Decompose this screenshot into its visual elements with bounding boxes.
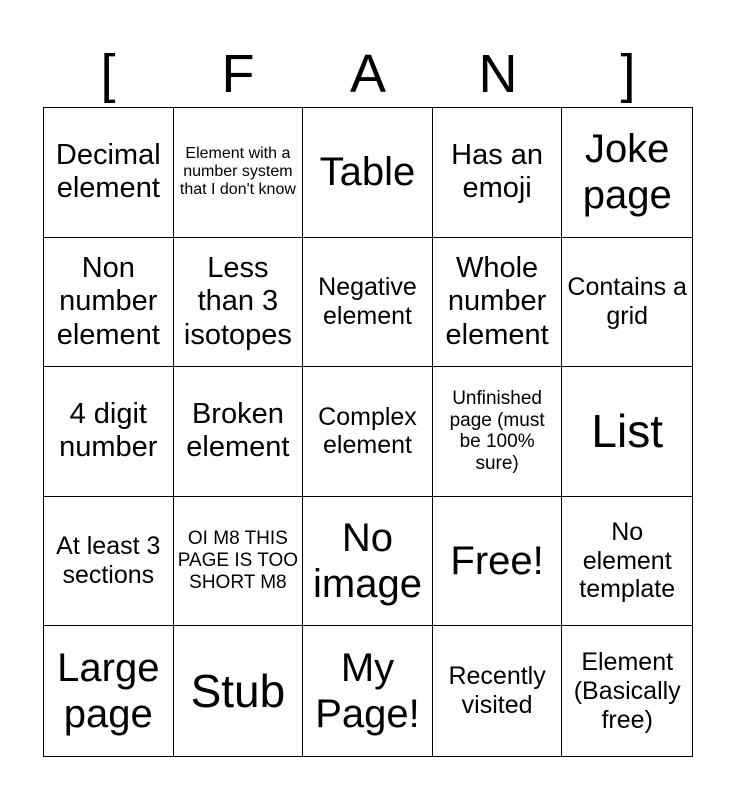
bingo-cell-label: Contains a grid [567,273,687,330]
bingo-cell-broken-element[interactable] [174,367,304,497]
bingo-cell-table[interactable] [303,108,433,238]
bingo-cell-label: Large page [57,646,160,737]
bingo-cell-complex-element[interactable] [303,367,433,497]
bingo-cell-has-an-emoji[interactable] [433,108,563,238]
bingo-cell-label: My Page! [315,646,420,737]
bingo-cell-label: Broken element [186,398,290,464]
bingo-cell-my-page[interactable] [303,626,433,756]
bingo-cell-label: Has an emoji [451,138,544,205]
bingo-cell-label: Decimal element [55,138,161,205]
bingo-cell-label: List [591,405,663,458]
bingo-cell-label: At least 3 sections [56,532,161,590]
bingo-cell-label: Unfinished page (must be 100% sure) [449,387,545,475]
header-letter-3: A [349,44,387,104]
bingo-cell-free[interactable] [433,497,563,627]
bingo-cell-no-element-template[interactable] [562,497,692,627]
bingo-cell-label: Table [319,150,416,195]
bingo-cell-page-too-short[interactable] [174,497,304,627]
bingo-cell-label: Element with a number system that I don't know [179,144,296,199]
bingo-cell-label: OI M8 THIS PAGE IS TOO SHORT M8 [177,528,299,594]
bingo-cell-label: No image [313,516,422,607]
bingo-cell-large-page[interactable] [44,626,174,756]
bingo-cell-label: Less than 3 isotopes [183,251,292,351]
bingo-cell-list[interactable] [562,367,692,497]
header-letter-2: F [221,44,255,104]
bingo-cell-label: Free! [450,539,544,584]
bingo-cell-no-image[interactable] [303,497,433,627]
bingo-cell-label: Element (Basically free) [573,648,681,734]
bingo-cell-label: No element template [579,517,676,604]
bingo-cell-negative-element[interactable] [303,238,433,368]
bingo-cell-whole-number-element[interactable] [433,238,563,368]
bingo-board [43,107,693,757]
bingo-cell-decimal-element[interactable] [44,108,174,238]
bingo-cell-label: Recently visited [448,662,546,720]
bingo-cell-stub[interactable] [174,626,304,756]
bingo-cell-label: Negative element [318,273,417,330]
bingo-cell-joke-page[interactable] [562,108,692,238]
header-letter-5: ] [620,44,636,104]
bingo-cell-4-digit-number[interactable] [44,367,174,497]
bingo-cell-label: Joke page [582,127,672,218]
bingo-cell-unfinished-page[interactable] [433,367,563,497]
bingo-cell-label: Complex element [318,402,417,460]
bingo-cell-recently-visited[interactable] [433,626,563,756]
bingo-cell-element-basically-free[interactable] [562,626,692,756]
bingo-cell-label: Whole number element [445,251,549,351]
bingo-cell-unknown-number-system[interactable] [174,108,304,238]
bingo-cell-label: Stub [190,664,286,717]
header-letter-1: [ [100,44,116,104]
bingo-cell-contains-a-grid[interactable] [562,238,692,368]
bingo-header [43,40,693,108]
bingo-cell-non-number-element[interactable] [44,238,174,368]
bingo-cell-less-than-3-isotopes[interactable] [174,238,304,368]
bingo-cell-label: Non number element [56,251,160,351]
header-letter-4: N [478,44,518,104]
bingo-cell-at-least-3-sections[interactable] [44,497,174,627]
bingo-cell-label: 4 digit number [59,398,158,464]
